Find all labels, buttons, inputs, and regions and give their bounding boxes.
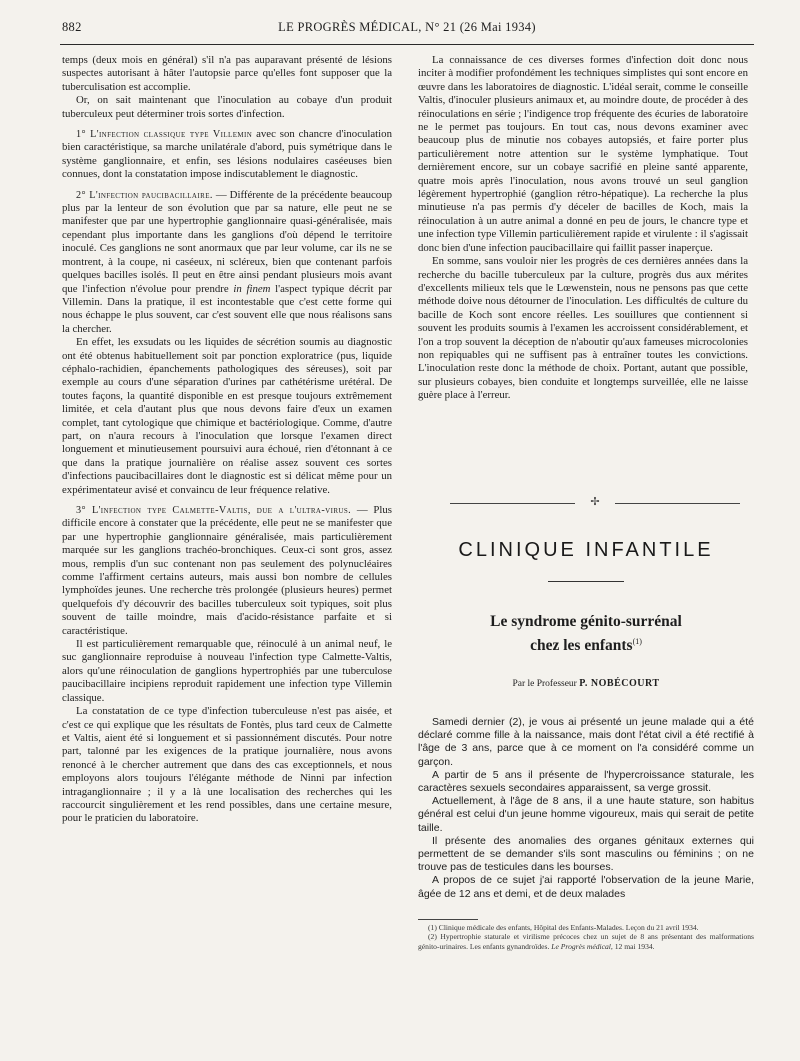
paragraph: A partir de 5 ans il présente de l'hypercroissance staturale, les caractères sexuels secondaires apparaissent, sa verge grossit. (418, 768, 754, 795)
footnote-rule (418, 919, 478, 920)
footnotes (418, 923, 754, 951)
paragraph: Samedi dernier (2), je vous ai présenté un jeune malade qui a été déclaré comme fille à la naissance, mais dont l'état civil a été rectifié à l'âge de 3 ans, parce que à ce moment on l'a considéré comme un garçon. (418, 716, 754, 768)
paragraph: La connaissance de ces diverses formes d'infection doit donc nous inciter à modifier profondément les techniques simplistes qui sont encore en œuvre dans les laboratoires de diagnostic. L'idéal serait, comme le conseille Valtis, d'inoculer plusieurs animaux et, au moindre doute, de procéder à des réinoculations en série ; l'indigence trop fréquente des écuries de laboratoire ne le permet pas toujours. En tout cas, nous devons examiner avec beaucoup plus de minutie nos cobayes autopsiés, et faire porter plus particulièrement notre attention sur le système lymphatique. Tout dernièrement encore, sur un cobaye sacrifié en pleine santé apparente, quatre mois après l'inoculation, nous avons trouvé un seul ganglion légèrement hypertrophié (ganglion rétro-hépatique). La recherche la plus minutieuse n'a pas permis d'y déceler de bacilles de Koch, mais la réinoculation à un autre animal a donné en peu de jours, le chancre type et une infection type Villemin particulièrement rapide et virulente : il s'agissait donc bien d'une infection paucibacillaire qui faillit passer inaperçue. (418, 54, 748, 254)
subheading: 1° L'infection classique type Villemin (76, 129, 253, 141)
section-rule (548, 581, 624, 582)
paragraph (62, 128, 392, 182)
paragraph: En effet, les exsudats ou les liquides de sécrétion soumis au diagnostic ont été obtenus habituellement soit par ponction exploratrice (pus, liquide céphalo-rachidien, épanchements pathologiques des séreuses), soit par exemple au cours d'une séparation d'urines par cathétérisme urétéral. De toutes façons, la quantité disponible en est presque toujours extrêmement limitée, et cela d'autant plus que nous devons faire d'eux un examen complet, tant cytologique que chimique et bactériologique. Comme, d'autre part, on n'aura recours à l'inoculation que lorsque l'examen direct longuement et minutieusement poursuivi aura échoué, rien d'étonnant à ce que dans la pratique journalière on réalise assez souvent ces sortes d'infections paucibacillaires dont le diagnostic est si délicat même pour un expérimentateur avisé et convaincu de leur fréquence relative. (62, 336, 392, 496)
left-column (62, 54, 392, 826)
paragraph-text: avec son chancre d'inoculation bien caractéristique, sa marche unilatérale d'abord, puis symétrique dans le système ganglionnaire, et enfin, ses lésions nodulaires caséeuses bien connues, dont la constatation impose indiscutablement le diagnostic. (62, 128, 392, 181)
article-title-line (418, 632, 754, 656)
footnote: (1) Clinique médicale des enfants, Hôpital des Enfants-Malades. Leçon du 21 avril 1934. (428, 923, 699, 932)
article-title-text: chez les enfants (530, 637, 633, 655)
italic-text: Le Progrès médical (551, 941, 611, 951)
section-title: CLINIQUE INFANTILE (458, 539, 714, 561)
paragraph: Il est particulièrement remarquable que, réinoculé à un animal neuf, le suc ganglionnaire reproduise à nouveau l'infection type Calmette-Valtis, alors qu'une réinoculation de ganglions hypertrophiés par une tuberculose paucibacillaire incipiens reproduit rapidement une infection type Villemin classique. (62, 638, 392, 704)
paragraph: A propos de ce sujet j'ai rapporté l'observation de la jeune Marie, âgée de 12 ans et demi, et de deux malades (418, 874, 754, 900)
paragraph: La constatation de ce type d'infection tuberculeuse n'est pas aisée, et c'est ce qui explique que les résultats de Fontès, plus tard ceux de Calmette et Valtis, aient été si longuement et si passionnément discutés. Pour notre part, talonné par les exigences de la pratique journalière, nous avons renoncé à le chercher autrement que dans des cas exceptionnels, et nous employons alors toujours l'élégante méthode de Ninni par infection intraganglionnaire ; il y a là une localisation des recherches qui les raccourcit singulièrement et les rend possibles, dans une certaine mesure, pour le praticien du laboratoire. (62, 705, 392, 825)
footnote-text: , 12 mai 1934. (610, 941, 655, 951)
article-body (418, 716, 754, 901)
running-header (62, 20, 752, 42)
header-rule (60, 44, 754, 45)
right-column (418, 54, 748, 403)
byline (418, 678, 754, 689)
paragraph: En somme, sans vouloir nier les progrès de ces dernières années dans la recherche du bacille tuberculeux par la culture, progrès dus aux mérites d'excellents milieux tels que le Lœwenstein, nous ne pensons pas que cette méthode doive nous détourner de l'inoculation. Les difficultés de culture du bacille de Koch sont encore réelles. Les souillures que contiennent si souvent les produits soumis à l'examen les accroissent considérablement, et l'on a trop souvent la déception de n'aboutir qu'aux fameuses microcolonies non repiquables qui ne suffisent pas à entraîner toutes les convictions. L'inoculation reste donc la méthode de choix. Portant, autant que possible, sur plusieurs cobayes, bien conduite et longtemps surveillée, elle ne laisse guère place à l'erreur. (418, 255, 748, 402)
paragraph (62, 504, 392, 638)
ornament-icon: ✢ (590, 496, 600, 508)
paragraph-text: l'aspect typique décrit par Villemin. Dans la pratique, il est incontestable que c'est cette forme qui nous échappe le plus souvent, car c'est souvent elle que nous réalisons sans la chercher. (62, 282, 392, 335)
footnote-ref: (1) (632, 637, 642, 646)
paragraph-text: — Différente de la précédente beaucoup plus par la lenteur de son évolution que par sa nature, elle peut ne se manifester que par une hypertrophie ganglionnaire quasi-généralisée, mais cependant plus importante dans les ganglions d'où dépend le territoire inoculé. Ces ganglions ne sont anormaux que par leur volume, car ils ne se montrent, à la coupe, ni caséeux, ni scléreux, bien que contenant parfois quelques bacilles isolés. Il peut en être ainsi pendant plusieurs mois avant que l'infection n'évolue pour prendre (62, 188, 392, 295)
paragraph: Il présente des anomalies des organes génitaux externes qui permettent de se demander s'ils sont masculins ou féminins ; on ne trouve pas de testicules dans les bourses. (418, 834, 754, 874)
section-ornament (450, 496, 740, 509)
article-title-line: Le syndrome génito-surrénal (490, 613, 682, 630)
ornament-line (615, 503, 740, 504)
italic-text: in finem (233, 282, 271, 295)
paragraph-text: — Plus difficile encore à constater que la précédente, elle peut ne se manifester que par une hypertrophie ganglionnaire généralisée, mais particulièrement marquée sur les ganglions trachéo-bronchiques. Ceux-ci sont gros, assez mous, remplis d'un suc contenant non pas seulement des polynucléaires comme l'affirment certains auteurs, mais aussi bon nombre de cellules lymphoïdes jeunes. Une recherche très prolongée (plusieurs heures) permet quelquefois d'y découvrir des bacilles tuberculeux soit typiques, soit plus souvent de taille moindre, mais d'acido-résistance parfaite et si caractéristique. (62, 504, 392, 637)
footnote-text: (2) Hypertrophie staturale et virilisme précoces chez un sujet de 8 ans présentant des malformations génito-urinaires. Les enfants gynandroïdes. (418, 932, 754, 951)
paragraph: Or, on sait maintenant que l'inoculation au cobaye d'un produit tuberculeux peut déterminer trois sortes d'infection. (62, 94, 392, 120)
page-number: 882 (62, 20, 82, 34)
subheading: 3° L'infection type Calmette-Valtis, due a l'ultra-virus. (76, 505, 352, 516)
paragraph (62, 189, 392, 336)
running-title: LE PROGRÈS MÉDICAL, N° 21 (26 Mai 1934) (278, 20, 536, 34)
subheading: 2° L'infection paucibacillaire. (76, 189, 213, 201)
author-name: P. NOBÉCOURT (579, 678, 660, 689)
ornament-line (450, 503, 575, 504)
paragraph: temps (deux mois en général) s'il n'a pas auparavant présenté de lésions suspectes autorisant à hâter l'autopsie parce qu'elles font supposer que la tuberculisation est accomplie. (62, 54, 392, 93)
paragraph: Actuellement, à l'âge de 8 ans, il a une haute stature, son habitus général est celui d'un jeune homme vigoureux, mais qui serait de petite taille. (418, 795, 754, 834)
byline-prefix: Par le Professeur (512, 679, 580, 689)
article-title (418, 612, 754, 656)
footnote (418, 932, 754, 951)
